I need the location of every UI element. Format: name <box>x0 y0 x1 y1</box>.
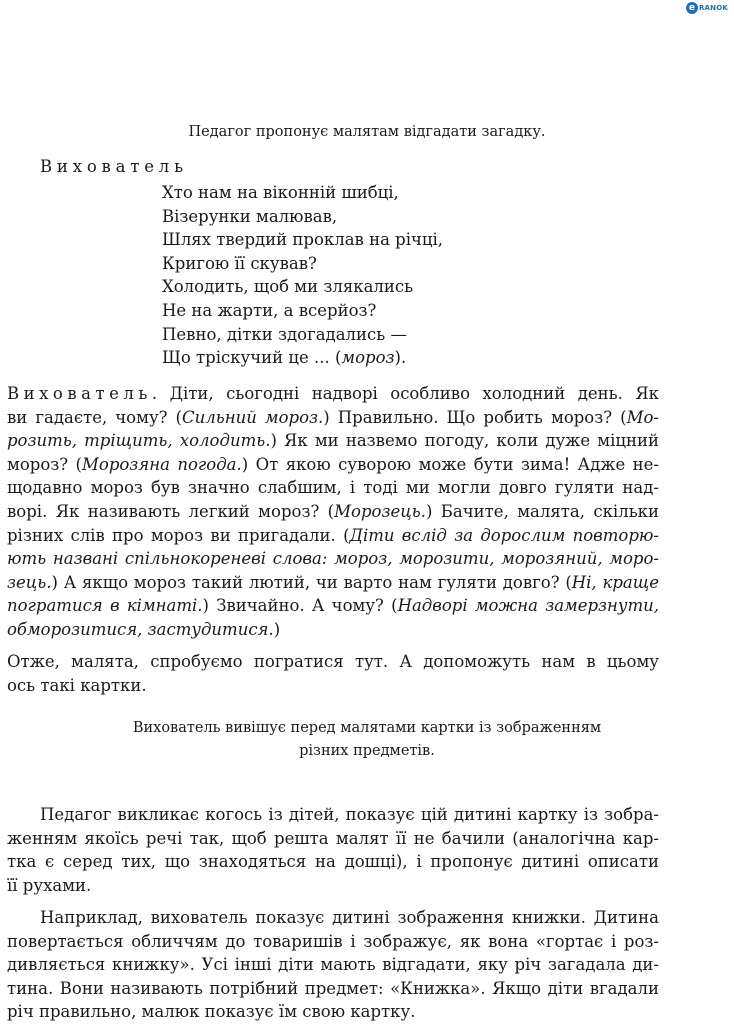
text-line: ворі. Як називають легкий мороз? (Морозець.) Бачите, малята, скільки <box>7 501 659 521</box>
text-line: тина. Вони називають потрібний предмет: «Книжка». Якщо діти вгадали <box>7 978 659 998</box>
poem-line <box>162 346 443 370</box>
poem-line: Шлях твердий проклав на річці, <box>162 230 444 250</box>
paragraph-2 <box>7 650 659 697</box>
poem-line: Не на жарти, а всерйоз? <box>162 300 377 320</box>
text-line: дивляється книжку». Усі інші діти мають відгадати, яку річ загадала ди- <box>7 955 659 975</box>
poem-line: Холодить, щоб ми злякались <box>162 277 414 297</box>
speaker-heading: Вихователь <box>40 157 188 176</box>
dialog-speaker: Вихователь <box>7 384 152 403</box>
poem-line: Кригою її скував? <box>162 253 317 273</box>
text-line: зець.) А якщо мороз такий лютий, чи варто нам гуляти довго? (Ні, краще <box>7 572 659 592</box>
text-line: розить, тріщить, холодить.) Як ми назвемо погоду, коли дуже міцний <box>7 431 659 451</box>
text-line: різних слів про мороз ви пригадали. (Діти вслід за дорослим повторю- <box>7 525 660 545</box>
poem-line: Хто нам на віконній шибці, <box>162 183 399 202</box>
text-line: Отже, малята, спробуємо погратися тут. А допоможуть нам в цьому <box>7 652 659 671</box>
poem-line: Візерунки малював, <box>162 206 338 226</box>
poem-answer: мороз <box>341 348 395 368</box>
text-line: щодавно мороз був значно слабшим, і тоді ми могли довго гуляти над- <box>7 478 659 498</box>
text-line: річ правильно, малюк показує їм свою картку. <box>7 1002 416 1022</box>
text-line: повертається обличчям до товаришів і зображує, як вона «гортає і роз- <box>7 931 659 951</box>
text-line: ють названі спільнокореневі слова: мороз, морозити, морозяний, моро- <box>7 549 659 569</box>
text-line: погратися в кімнаті.) Звичайно. А чому? (Надворі можна замерзнути, <box>7 596 659 616</box>
text-line: Педагог викликає когось із дітей, показує цій дитині картку із зобра- <box>40 805 659 824</box>
logo-text: RANOK <box>698 4 728 12</box>
publisher-logo <box>686 2 728 14</box>
dialog-paragraph <box>7 382 659 642</box>
text-line: мороз? (Морозяна погода.) От якою суворою може бути зима! Адже не- <box>7 454 660 474</box>
text-line: тка є серед тих, що знаходяться на дошці), і пропонує дитині описати <box>7 852 659 872</box>
paragraph-3 <box>7 803 659 897</box>
paragraph-4 <box>7 906 659 1024</box>
stage-direction-2-line2: різних предметів. <box>299 743 435 759</box>
stage-direction-2-line1: Вихователь вивішує перед малятами картки із зображенням <box>132 720 602 736</box>
text-line: Вихователь. Діти, сьогодні надворі особливо холодний день. Як <box>7 384 659 403</box>
poem-line-text: Що тріскучий це ... ( <box>162 348 342 368</box>
stage-direction-1: Педагог пропонує малятам відгадати загадку. <box>188 124 546 140</box>
poem-line: Певно, дітки здогадались — <box>162 324 408 344</box>
poem-close: ). <box>394 348 407 368</box>
riddle-poem <box>162 181 443 370</box>
text-line: ви гадаєте, чому? (Сильний мороз.) Правильно. Що робить мороз? (Мо- <box>7 407 659 427</box>
text-line: її рухами. <box>7 875 92 895</box>
text-line: обморозитися, застудитися.) <box>7 619 281 639</box>
text-line: женням якоїсь речі так, щоб решта малят її не бачили (аналогічна кар- <box>7 828 659 848</box>
text-line: ось такі картки. <box>7 675 147 695</box>
logo-e-icon: e <box>686 2 698 14</box>
text-line: Наприклад, вихователь показує дитині зображення книжки. Дитина <box>40 908 659 927</box>
